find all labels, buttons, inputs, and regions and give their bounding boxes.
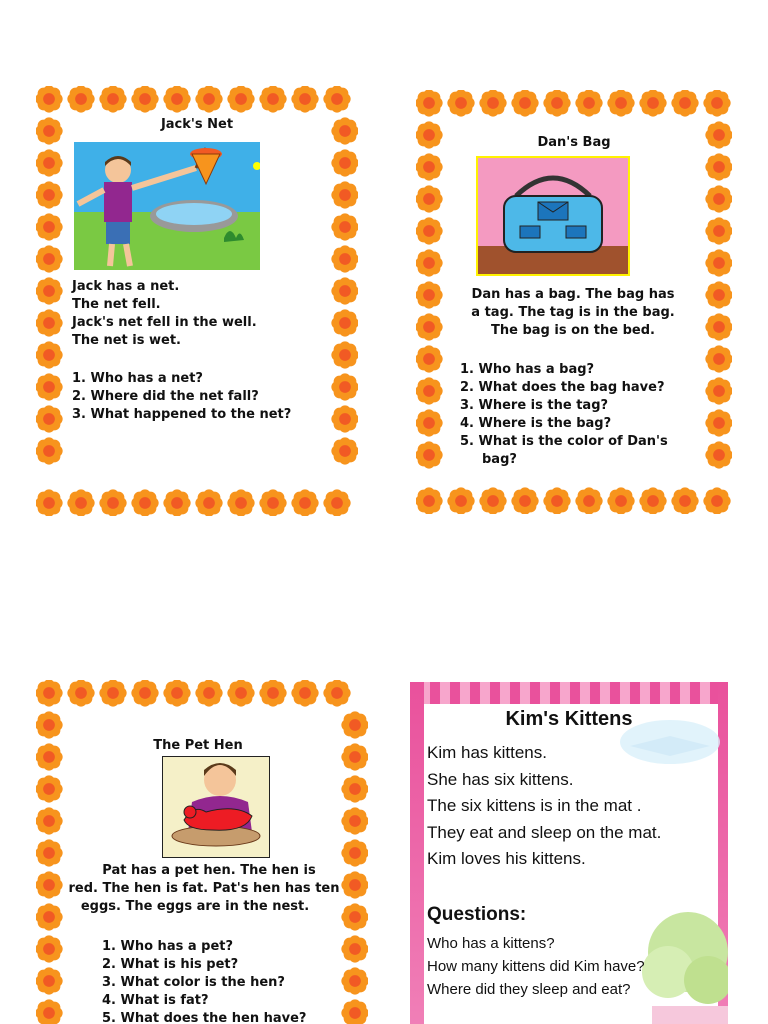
flower-icon — [195, 680, 222, 707]
dans-bag-picture — [476, 156, 630, 276]
question-item: Where did they sleep and eat? — [427, 981, 631, 998]
flower-icon — [323, 86, 350, 113]
flower-icon — [705, 249, 732, 276]
flower-icon — [416, 281, 443, 308]
jack-net-picture — [74, 142, 260, 270]
flower-icon — [36, 277, 63, 304]
question-item: 3. Where is the tag? — [460, 398, 609, 413]
flower-icon — [131, 489, 158, 516]
question-item: 1. Who has a net? — [72, 371, 203, 386]
card-kims-kittens — [410, 682, 728, 1024]
flower-icon — [131, 680, 158, 707]
flower-icon — [67, 86, 94, 113]
flower-icon — [511, 487, 538, 514]
flower-icon — [447, 90, 474, 117]
card-title: The Pet Hen — [153, 738, 243, 753]
story-text — [72, 278, 257, 350]
flower-icon — [36, 437, 63, 464]
flower-icon — [416, 313, 443, 340]
question-item: 2. What is his pet? — [102, 957, 239, 972]
card-dans-bag — [416, 90, 732, 514]
flower-icon — [331, 437, 358, 464]
flower-icon — [331, 245, 358, 272]
flower-icon — [705, 345, 732, 372]
flower-icon — [331, 181, 358, 208]
question-list — [72, 370, 291, 424]
flower-icon — [543, 90, 570, 117]
flower-icon — [416, 441, 443, 468]
flower-icon — [36, 181, 63, 208]
card-left-border — [410, 682, 424, 1024]
flower-icon — [36, 839, 63, 866]
flower-icon — [447, 487, 474, 514]
flower-icon — [639, 90, 666, 117]
flower-icon — [195, 86, 222, 113]
flower-icon — [36, 807, 63, 834]
pet-hen-picture — [162, 756, 270, 858]
flower-icon — [341, 967, 368, 994]
story-line: The bag is on the bed. — [491, 323, 655, 338]
flower-icon — [36, 149, 63, 176]
flower-icon — [703, 487, 730, 514]
flower-icon — [259, 680, 286, 707]
flower-icon — [331, 405, 358, 432]
flower-icon — [36, 405, 63, 432]
flower-icon — [705, 217, 732, 244]
flower-icon — [323, 489, 350, 516]
question-item: 5. What is the color of Dan's — [460, 434, 668, 449]
flower-icon — [259, 489, 286, 516]
flower-icon — [416, 249, 443, 276]
question-item: 3. What color is the hen? — [102, 975, 285, 990]
tree-illustration — [632, 902, 728, 1024]
flower-icon — [671, 90, 698, 117]
flower-icon — [705, 281, 732, 308]
girl-with-hen-illustration — [162, 756, 270, 858]
flower-icon — [341, 711, 368, 738]
flower-icon — [331, 277, 358, 304]
flower-icon — [416, 487, 443, 514]
flower-icon — [705, 377, 732, 404]
flower-icon — [163, 86, 190, 113]
flower-icon — [99, 489, 126, 516]
flower-icon — [341, 775, 368, 802]
flower-icon — [341, 999, 368, 1024]
story-line: Kim loves his kittens. — [427, 849, 586, 868]
flower-icon — [36, 711, 63, 738]
flower-icon — [331, 309, 358, 336]
story-text — [427, 740, 661, 873]
flower-icon — [341, 935, 368, 962]
flower-icon — [416, 409, 443, 436]
flower-icon — [705, 313, 732, 340]
question-item: 2. Where did the net fall? — [72, 389, 259, 404]
boy-with-net-illustration — [74, 142, 260, 270]
flower-icon — [131, 86, 158, 113]
flower-icon — [416, 185, 443, 212]
question-item: 1. Who has a pet? — [102, 939, 234, 954]
card-jacks-net — [36, 86, 358, 516]
flower-icon — [36, 373, 63, 400]
card-title: Dan's Bag — [537, 135, 611, 150]
question-item: 5. What does the hen have? — [102, 1011, 307, 1024]
flower-icon — [416, 377, 443, 404]
flower-icon — [705, 441, 732, 468]
flower-icon — [36, 341, 63, 368]
story-line: The net fell. — [72, 297, 161, 312]
flower-icon — [607, 487, 634, 514]
flower-icon — [99, 680, 126, 707]
flower-icon — [341, 807, 368, 834]
flower-icon — [291, 680, 318, 707]
question-item: How many kittens did Kim have? — [427, 958, 645, 975]
story-line: Jack's net fell in the well. — [72, 315, 257, 330]
flower-icon — [67, 680, 94, 707]
question-item: 4. Where is the bag? — [460, 416, 612, 431]
card-pet-hen — [36, 680, 368, 1024]
question-list — [460, 361, 668, 469]
flower-icon — [575, 90, 602, 117]
flower-icon — [227, 489, 254, 516]
flower-icon — [195, 489, 222, 516]
story-line: She has six kittens. — [427, 769, 574, 789]
story-line: eggs. The eggs are in the nest. — [80, 899, 310, 914]
story-line: Dan has a bag. The bag has — [471, 287, 675, 302]
flower-icon — [639, 487, 666, 514]
flower-icon — [479, 487, 506, 514]
story-line: Kim has kittens. — [427, 743, 547, 762]
flower-icon — [36, 775, 63, 802]
card-top-border — [410, 682, 728, 704]
story-line: a tag. The tag is in the bag. — [471, 305, 675, 320]
story-text — [64, 862, 354, 916]
flower-icon — [36, 213, 63, 240]
flower-icon — [331, 341, 358, 368]
flower-icon — [36, 680, 63, 707]
flower-icon — [36, 245, 63, 272]
story-line: They eat and sleep on the mat. — [427, 822, 662, 842]
story-text — [458, 286, 688, 340]
flower-icon — [331, 149, 358, 176]
question-item: 2. What does the bag have? — [460, 380, 665, 395]
flower-icon — [36, 489, 63, 516]
story-line: Pat has a pet hen. The hen is — [102, 863, 316, 878]
story-line: The six kittens is in the mat . — [427, 796, 642, 815]
flower-icon — [323, 680, 350, 707]
flower-icon — [511, 90, 538, 117]
flower-icon — [703, 90, 730, 117]
flower-icon — [36, 86, 63, 113]
flower-icon — [227, 86, 254, 113]
story-line: The net is wet. — [72, 333, 181, 348]
flower-icon — [416, 153, 443, 180]
question-list — [102, 938, 306, 1024]
flower-icon — [227, 680, 254, 707]
flower-icon — [416, 90, 443, 117]
flower-icon — [331, 213, 358, 240]
flower-icon — [416, 345, 443, 372]
card-title: Jack's Net — [160, 117, 234, 132]
flower-icon — [416, 217, 443, 244]
flower-icon — [705, 409, 732, 436]
question-list — [427, 932, 645, 1001]
flower-icon — [67, 489, 94, 516]
flower-icon — [36, 935, 63, 962]
flower-icon — [543, 487, 570, 514]
flower-icon — [36, 967, 63, 994]
flower-icon — [705, 185, 732, 212]
flower-icon — [705, 153, 732, 180]
flower-icon — [36, 309, 63, 336]
flower-icon — [163, 680, 190, 707]
story-line: Jack has a net. — [72, 279, 180, 294]
flower-icon — [575, 487, 602, 514]
flower-icon — [607, 90, 634, 117]
flower-icon — [99, 86, 126, 113]
flower-icon — [479, 90, 506, 117]
flower-icon — [671, 487, 698, 514]
flower-icon — [331, 373, 358, 400]
card-title: Kim's Kittens — [505, 708, 633, 730]
question-item: bag? — [482, 452, 517, 467]
question-item: 3. What happened to the net? — [72, 407, 292, 422]
flower-icon — [36, 999, 63, 1024]
flower-icon — [291, 489, 318, 516]
flower-icon — [291, 86, 318, 113]
question-item: 4. What is fat? — [102, 993, 209, 1008]
bag-illustration — [476, 156, 630, 276]
questions-heading: Questions: — [427, 904, 527, 925]
flower-icon — [259, 86, 286, 113]
story-line: red. The hen is fat. Pat's hen has ten — [68, 881, 340, 896]
flower-icon — [163, 489, 190, 516]
question-item: 1. Who has a bag? — [460, 362, 595, 377]
question-item: Who has a kittens? — [427, 935, 555, 952]
